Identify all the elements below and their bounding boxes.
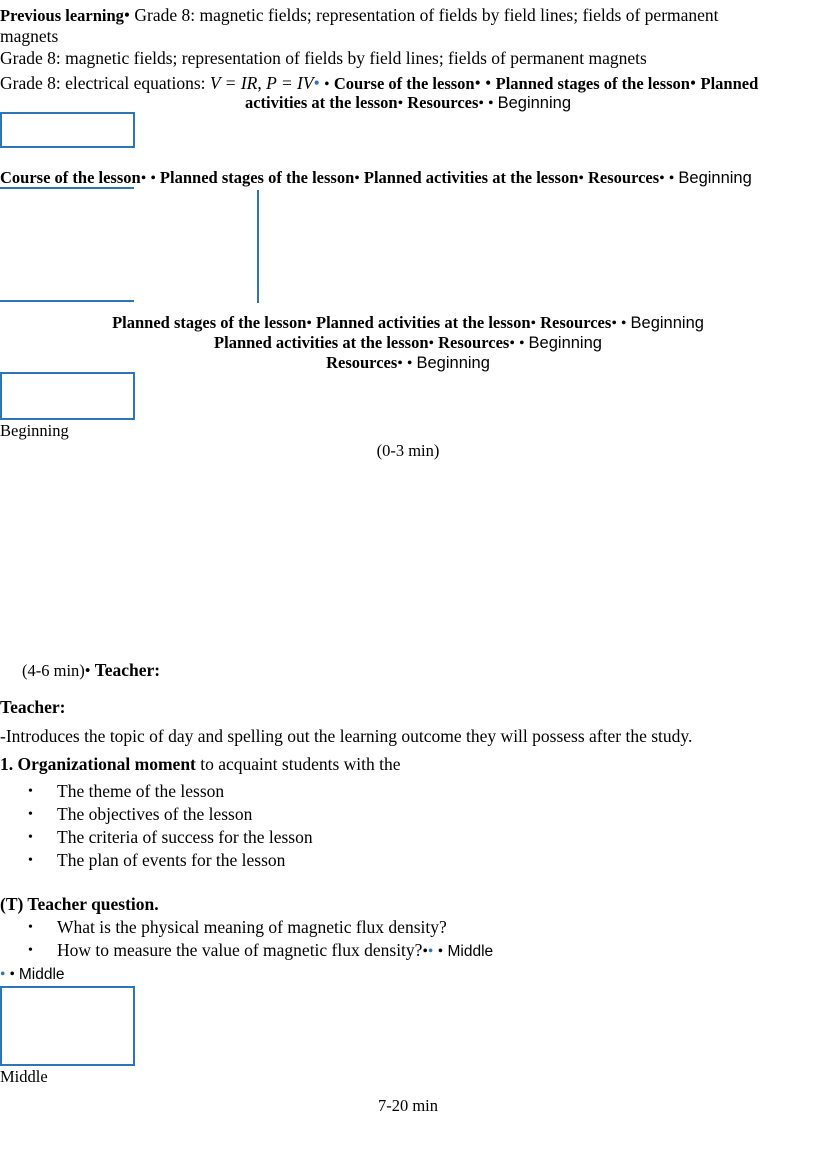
- bullet: •: [689, 73, 697, 93]
- header-resources: Resources: [438, 333, 510, 352]
- header-resources: Resources: [326, 353, 398, 372]
- org-moment-rest: to acquaint students with the: [195, 754, 401, 774]
- header-beginning: Beginning: [630, 314, 704, 332]
- bullet: •: [9, 966, 15, 983]
- list-item: [0, 916, 493, 939]
- header-stages: Planned stages of the lesson: [112, 313, 307, 332]
- bullet: •: [437, 943, 444, 960]
- header-resources: Resources: [587, 168, 660, 187]
- list-bullet: •: [28, 784, 33, 799]
- question-text: How to measure the value of magnetic flux density?: [57, 940, 423, 960]
- header-course: Course of the lesson: [333, 74, 475, 93]
- middle-header-line: [0, 964, 65, 986]
- header-middle: Middle: [18, 966, 65, 983]
- bullet: •: [123, 5, 131, 25]
- header-beginning: Beginning: [497, 94, 572, 112]
- bullet: •: [488, 95, 494, 112]
- header-beginning: Beginning: [528, 334, 602, 352]
- list-item: [0, 803, 313, 826]
- header-middle: Middle: [447, 943, 494, 960]
- list-item: [0, 939, 493, 962]
- previous-learning-label: Previous learning: [0, 6, 124, 25]
- previous-learning-text-2: Grade 8: magnetic fields; representation of fields by field lines; fields of permanent magnets: [0, 48, 647, 68]
- bullet: •: [530, 315, 537, 332]
- equation-sep: ,: [257, 73, 267, 93]
- table-rule-bottom: [0, 300, 134, 302]
- list-item: [0, 826, 313, 849]
- bullet: •: [659, 170, 665, 187]
- list-bullet: •: [28, 920, 33, 935]
- table-rule-top: [0, 187, 134, 189]
- header-activities: Planned activities at the lesson: [363, 168, 579, 187]
- table-cell-box: [0, 112, 135, 148]
- list-item: [0, 780, 313, 803]
- org-items-list: [0, 780, 313, 872]
- bullet: •: [509, 335, 515, 352]
- intro-text: -Introduces the topic of day and spelling out the learning outcome they will possess after the study.: [0, 726, 693, 746]
- bullet: •: [324, 76, 330, 93]
- header-beginning: Beginning: [678, 169, 752, 187]
- list-bullet: •: [28, 830, 33, 845]
- list-item-text: The theme of the lesson: [57, 781, 225, 801]
- header-course: Course of the lesson: [0, 168, 141, 187]
- electrical-equations-text: Grade 8: electrical equations:: [0, 73, 210, 93]
- teacher-heading: Teacher:: [0, 697, 66, 717]
- questions-list: [0, 916, 493, 962]
- teacher-inline: Teacher:: [94, 660, 161, 680]
- question-text: What is the physical meaning of magnetic flux density?: [57, 917, 447, 937]
- bullet: •: [306, 315, 313, 332]
- bullet: •: [474, 73, 481, 93]
- time-4-6: (4-6 min): [22, 661, 85, 680]
- previous-learning-line: [0, 4, 719, 27]
- bullet: •: [620, 315, 627, 332]
- bullet: •: [485, 73, 492, 93]
- org-moment-bold: 1. Organizational moment: [0, 754, 196, 774]
- bullet: •: [611, 315, 617, 332]
- bullet: •: [428, 335, 435, 352]
- table-cell-box: [0, 986, 135, 1066]
- equation-p: P = IV: [266, 73, 314, 93]
- bullet: •: [422, 943, 428, 960]
- list-bullet: •: [28, 807, 33, 822]
- bullet: •: [84, 661, 91, 680]
- bullet: •: [354, 170, 360, 187]
- table-cell-box: [0, 372, 135, 420]
- header-activities: Planned activities at the lesson: [214, 333, 429, 352]
- time-0-3: (0-3 min): [376, 441, 440, 460]
- previous-learning-text-1: Grade 8: magnetic fields; representation of fields by field lines; fields of permanent: [134, 5, 719, 25]
- list-item-text: The objectives of the lesson: [57, 804, 253, 824]
- bullet: •: [150, 170, 156, 187]
- header-resources: Resources: [540, 313, 612, 332]
- bullet-blue: •: [313, 73, 320, 93]
- header-resources: Resources: [407, 93, 479, 112]
- bullet-blue: •: [427, 943, 434, 960]
- list-item-text: The criteria of success for the lesson: [57, 827, 313, 847]
- header-stages: Planned stages of the lesson: [495, 74, 690, 93]
- list-bullet: •: [28, 943, 33, 958]
- table-rule-vertical: [257, 190, 259, 303]
- teacher-question: (T) Teacher question.: [0, 894, 159, 914]
- bullet: •: [578, 170, 584, 187]
- bullet: •: [406, 355, 413, 372]
- bullet: •: [668, 170, 675, 187]
- stage-beginning-label: Beginning: [0, 421, 69, 440]
- header-activities: Planned activities at the lesson: [316, 313, 531, 332]
- bullet-blue: •: [0, 966, 6, 983]
- header-stages: Planned stages of the lesson: [159, 168, 355, 187]
- list-item-text: The plan of events for the lesson: [57, 850, 286, 870]
- org-moment-line: [0, 753, 401, 775]
- bullet: •: [140, 170, 147, 187]
- header-activities-wrap: activities at the lesson: [244, 93, 398, 112]
- list-item: [0, 849, 313, 872]
- bullet: •: [397, 355, 403, 372]
- header-beginning: Beginning: [416, 354, 490, 372]
- previous-learning-wrap: magnets: [0, 26, 59, 46]
- equation-v: V = IR: [209, 73, 258, 93]
- list-bullet: •: [28, 853, 33, 868]
- bullet: •: [397, 95, 404, 112]
- bullet: •: [518, 335, 525, 352]
- bullet: •: [478, 95, 484, 112]
- time-7-20: 7-20 min: [377, 1096, 439, 1115]
- stage-middle-label: Middle: [0, 1067, 48, 1086]
- header-planned: Planned: [700, 74, 759, 93]
- time-4-6-line: [22, 659, 160, 682]
